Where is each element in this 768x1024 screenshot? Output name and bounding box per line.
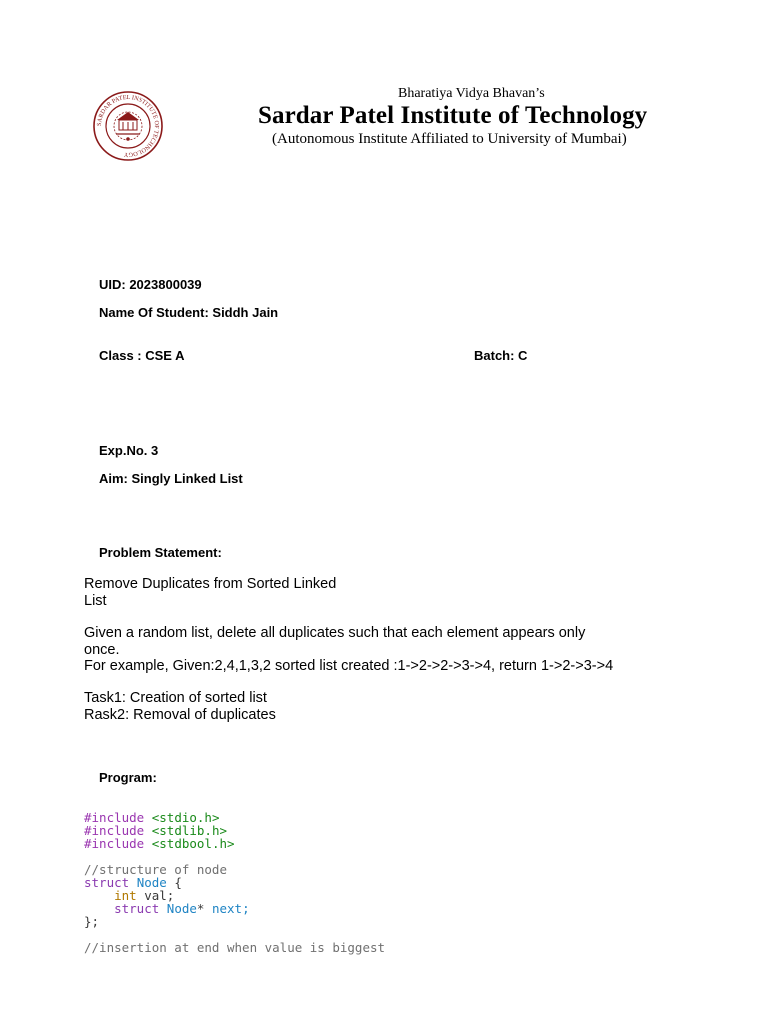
task-list (84, 690, 276, 723)
code-close-brace: }; (84, 914, 100, 929)
batch-field: Batch: C (474, 348, 528, 363)
experiment-number: Exp.No. 3 (99, 443, 159, 458)
problem-title-line1: Remove Duplicates from Sorted Linked (84, 576, 337, 592)
code-block (84, 811, 385, 954)
code-include-kw: #include (84, 823, 145, 838)
institute-name: Sardar Patel Institute of Technology (258, 102, 648, 129)
parent-organization: Bharatiya Vidya Bhavan’s (398, 86, 545, 101)
code-comment-insertion: //insertion at end when value is biggest (84, 940, 386, 955)
program-heading: Program: (99, 770, 157, 785)
problem-example: For example, Given:2,4,1,3,2 sorted list created :1->2->2->3->4, return 1->2->3->4 (84, 658, 614, 674)
problem-description (84, 625, 613, 675)
institute-seal-icon (92, 90, 164, 162)
class-field: Class : CSE A (99, 348, 185, 363)
problem-heading: Problem Statement: (99, 545, 222, 560)
code-comment-structure: //structure of node (84, 862, 227, 877)
student-name-field: Name Of Student: Siddh Jain (99, 305, 279, 320)
problem-title-line2: List (84, 592, 107, 609)
task-2: Rask2: Removal of duplicates (84, 706, 276, 723)
svg-text:SARDAR PATEL INSTITUTE OF TECH: SARDAR PATEL INSTITUTE OF TECHNOLOGY (95, 93, 161, 159)
task-1: Task1: Creation of sorted list (84, 690, 267, 706)
problem-desc-line1: Given a random list, delete all duplicates such that each element appears only (84, 625, 586, 641)
code-pointer: * (196, 901, 205, 916)
institute-seal (92, 90, 164, 162)
code-include-stdlib: <stdlib.h> (151, 823, 228, 838)
code-node-type: Node (136, 875, 167, 890)
code-val-member: val; (144, 888, 175, 903)
code-struct-kw: struct (114, 901, 160, 916)
code-include-kw: #include (84, 810, 145, 825)
code-include-stdio: <stdio.h> (151, 810, 220, 825)
code-struct-kw: struct (84, 875, 130, 890)
problem-desc-line2: once. (84, 641, 120, 658)
code-include-stdbool: <stdbool.h> (151, 836, 235, 851)
code-open-brace: { (174, 875, 182, 890)
problem-title (84, 576, 336, 609)
affiliation-line: (Autonomous Institute Affiliated to University of Mumbai) (272, 131, 627, 147)
code-int-kw: int (114, 888, 137, 903)
code-include-kw: #include (84, 836, 145, 851)
code-next-member: next; (211, 901, 250, 916)
experiment-aim: Aim: Singly Linked List (99, 471, 243, 486)
uid-field: UID: 2023800039 (99, 277, 202, 292)
code-node-type: Node (166, 901, 197, 916)
